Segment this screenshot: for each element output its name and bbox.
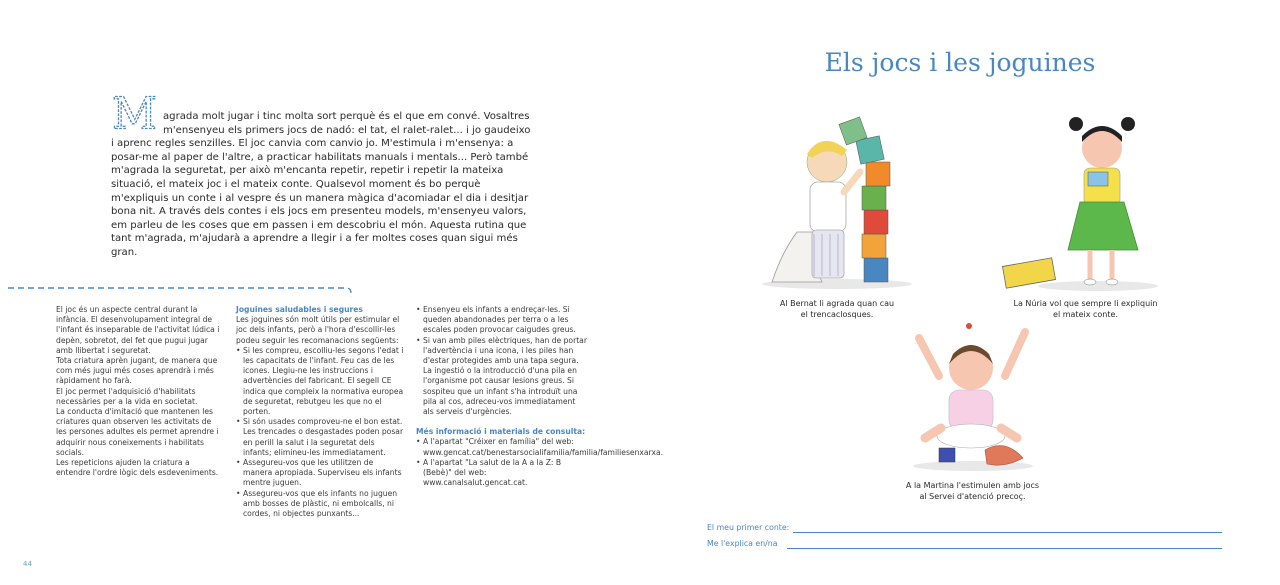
first-tale-label: El meu primer conte: xyxy=(707,523,790,532)
col1-paragraph: La conducta d'imitació que mantenen les criatures quan observen les activitats de les persones adultes els permet aprendre i adquirir nous coneixements i habilitats socials. xyxy=(56,407,219,457)
resources-list xyxy=(416,437,664,488)
col2-heading: Joguines saludables i segures xyxy=(236,305,363,314)
illustration-bernat-blocks xyxy=(752,112,922,292)
col2-intro: Les joguines són molt útils per estimular el joc dels infants, però a l'hora d'escollir-les podeu seguir les recomanacions següents: xyxy=(236,315,400,345)
col3-list xyxy=(416,305,588,417)
told-by-line[interactable] xyxy=(787,548,1222,549)
first-tale-field[interactable] xyxy=(707,523,1222,535)
caption-line: al Servei d'atenció precoç. xyxy=(919,491,1026,501)
caption-line: La Núria vol que sempre li expliquin xyxy=(1013,299,1158,308)
list-item: • Si les compreu, escolliu-les segons l'edat i les capacitats de l'infant. Feu cas de les icones. Llegiu-ne les instruccions i advertències del fabricant. El segell CE indica que compleix la normativa europea de seguretat, rebutgeu les que no el porten. xyxy=(236,346,404,417)
intro-text: agrada molt jugar i tinc molta sort perquè és el que em convé. Vosaltres m'ensenyeu els primers jocs de nadó: el tat, el ralet-ralet... i jo gaudeixo i aprenc regles senzilles. El joc canvia com canvio jo. M'estimula i m'ensenya: a posar-me al paper de l'altre, a practicar habilitats manuals i mentals... Però també m'agrada la seguretat, per això m'encanta repetir, repetir i repetir la mateixa situació, el mateix joc i el mateix conte. Qualsevol moment és bo perquè m'expliquis un conte i al vespre és un manera màgica d'acomiadar el dia i desitjar bona nit. A través dels contes i els jocs em presenteu models, m'ensenyeu valors, em parleu de les coses que em passen i em descobriu el món. Aquesta rutina que tant m'agrada, m'ajudarà a aprendre a llegir i a fer moltes coses quan sigui més gran. xyxy=(111,111,531,258)
told-by-label: Me l'explica en/na xyxy=(707,539,778,548)
column-joguines-saludables xyxy=(236,305,404,519)
illustration-nuria-book xyxy=(998,110,1173,292)
caption-line: el trencaclosques. xyxy=(800,309,874,319)
col2-list xyxy=(236,346,404,519)
caption-bernat xyxy=(752,299,922,320)
col1-paragraph: Tota criatura aprèn jugant, de manera que com més jugui més coses aprendrà i més ràpidament ho farà. xyxy=(56,356,218,386)
told-by-field[interactable] xyxy=(707,539,1222,551)
caption-nuria xyxy=(998,299,1173,320)
caption-line: Al Bernat li agrada quan cau xyxy=(779,299,895,308)
column-mes-informacio xyxy=(416,305,664,488)
list-item: • Assegureu-vos que les utilitzen de manera apropiada. Superviseu els infants mentre juguen. xyxy=(236,458,404,489)
caption-line: el mateix conte. xyxy=(1053,309,1118,319)
column-joc xyxy=(56,305,224,478)
page-title: Els jocs i les joguines xyxy=(824,48,1096,77)
svg-text:M: M xyxy=(112,88,158,132)
caption-martina xyxy=(880,481,1065,502)
caption-line: A la Martina l'estimulen amb jocs xyxy=(905,481,1040,490)
drop-cap-m xyxy=(109,88,159,132)
col1-paragraph: El joc permet l'adquisició d'habilitats necessàries per a la vida en societat. xyxy=(56,386,198,406)
list-item: • Si van amb piles elèctriques, han de portar l'advertència i una icona, i les piles han d'estar protegides amb una tapa segura. La ingestió o la introducció d'una pila en l'organisme pot causar lesions greus. Si sospiteu que un infant s'ha introduït una pila al cos, adreceu-vos immediatament als serveis d'urgències. xyxy=(416,336,588,418)
list-item: • Ensenyeu els infants a endreçar-les. Si queden abandonades per terra o a les escales poden provocar caigudes greus. xyxy=(416,305,588,336)
illustration-martina-toys xyxy=(905,318,1040,473)
resource-link[interactable]: • A l'apartat "Créixer en família" del web: www.gencat.cat/benestarsocialifamilia/familia/familiesenxarxa. xyxy=(416,437,588,457)
intro-paragraph xyxy=(111,88,531,260)
list-item: • Si són usades comproveu-ne el bon estat. Les trencades o desgastades poden posar en perill la salut i la seguretat dels infants; elimineu-les immediatament. xyxy=(236,417,404,458)
dashed-divider xyxy=(8,287,354,297)
col1-paragraph: El joc és un aspecte central durant la infància. El desenvolupament integral de l'infant és inseparable de l'activitat lúdica i depèn, sobretot, del fet que pugui jugar amb llibertat i seguretat. xyxy=(56,305,220,355)
col1-paragraph: Les repeticions ajuden la criatura a entendre l'ordre lògic dels esdeveniments. xyxy=(56,458,219,478)
col3-heading: Més informació i materials de consulta: xyxy=(416,427,586,437)
resource-link[interactable]: • A l'apartat "La salut de la A a la Z: B (Bebè)" del web: www.canalsalut.gencat.cat. xyxy=(416,458,588,489)
list-item: • Assegureu-vos que els infants no juguen amb bosses de plàstic, ni embolcalls, ni cordes, ni objectes punxants... xyxy=(236,489,404,520)
page-number: 44 xyxy=(23,560,32,568)
first-tale-line[interactable] xyxy=(793,532,1222,533)
